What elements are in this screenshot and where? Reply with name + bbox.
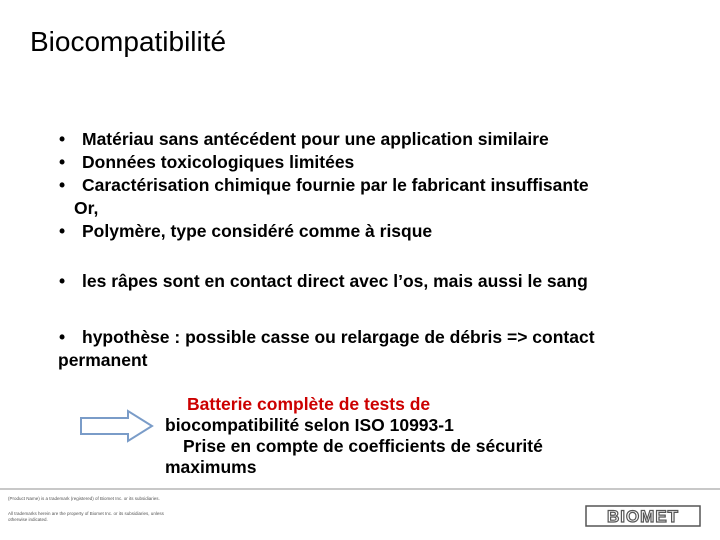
bullet-list: [57, 128, 697, 372]
conclusion-line: biocompatibilité selon ISO 10993-1: [165, 415, 454, 435]
bullet-text: Données toxicologiques limitées: [82, 152, 355, 172]
bullet-dot: •: [59, 327, 66, 347]
bullet-dot: •: [59, 221, 66, 241]
bullet-dot: •: [59, 175, 66, 195]
footer-note: All trademarks herein are the property of Biomet Inc. or its subsidiaries, unless otherwise indicated.: [8, 511, 164, 522]
bullet-dot: •: [59, 271, 66, 291]
bullet-text: Polymère, type considéré comme à risque: [82, 221, 433, 241]
bullet-text: Caractérisation chimique fournie par le fabricant insuffisante: [82, 175, 589, 195]
conclusion-line: Batterie complète de tests de: [187, 394, 431, 414]
bullet-item: [57, 220, 697, 243]
right-arrow-icon: [80, 409, 154, 443]
biomet-logo: [585, 505, 701, 527]
bullet-text: hypothèse : possible casse ou relargage de débris => contact: [82, 327, 595, 347]
bullet-dot: •: [59, 152, 66, 172]
conclusion-line: maximums: [165, 457, 257, 477]
bullet-text: Matériau sans antécédent pour une application similaire: [82, 129, 549, 149]
bullet-item: [57, 151, 697, 174]
footer-note: (Product Name) is a trademark (registered) of Biomet Inc. or its subsidiaries.: [8, 496, 160, 501]
bullet-text: les râpes sont en contact direct avec l’os, mais aussi le sang: [82, 271, 588, 291]
bullet-text-continuation: permanent: [58, 350, 148, 370]
bullet-item: [57, 174, 697, 197]
footer-divider: [0, 488, 720, 490]
logo-text: BIOMET: [606, 507, 680, 526]
bullet-dot: •: [59, 129, 66, 149]
bullet-item-hypothesis: [57, 326, 697, 349]
or-text: Or,: [74, 198, 99, 218]
bullet-item: [57, 270, 697, 293]
conclusion-block: [165, 394, 635, 478]
conclusion-line: Prise en compte de coefficients de sécurité: [183, 436, 543, 456]
slide-title: Biocompatibilité: [30, 26, 227, 57]
bullet-item: [57, 128, 697, 151]
